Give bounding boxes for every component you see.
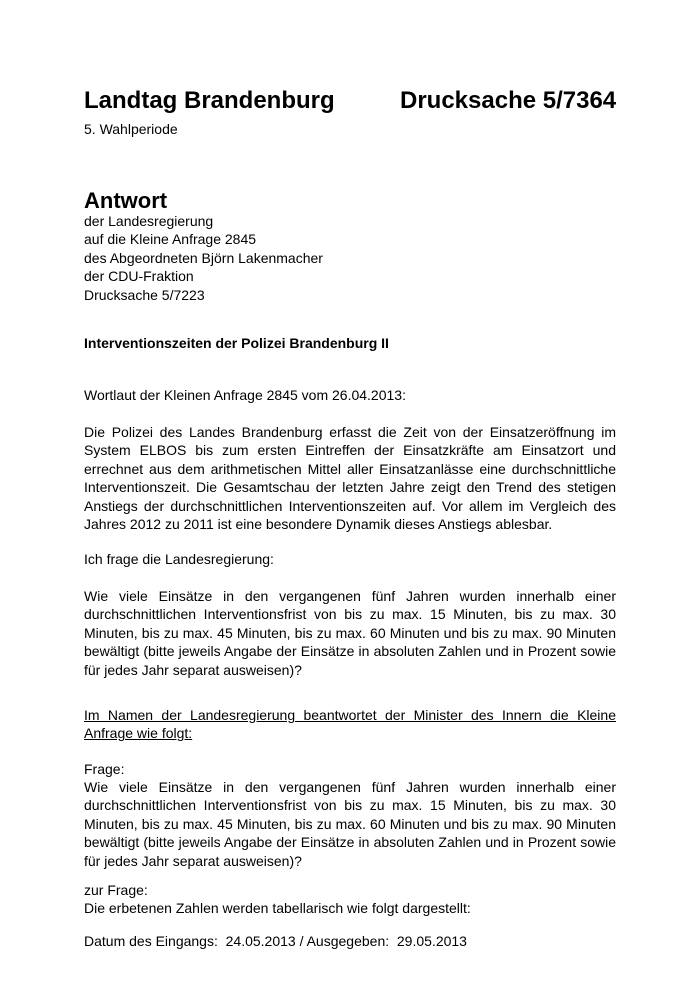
meta-line: der CDU-Fraktion: [84, 268, 194, 285]
inquiry-ask-line: Ich frage die Landesregierung:: [84, 551, 274, 567]
meta-line: Drucksache 5/7223: [84, 286, 205, 303]
reply-label: zur Frage:: [84, 882, 148, 898]
document-dates: Datum des Eingangs: 24.05.2013 / Ausgegeben: 29.05.2013: [84, 933, 467, 949]
document-title: Interventionszeiten der Polizei Brandenburg II: [84, 335, 389, 351]
answer-question: Wie viele Einsätze in den vergangenen fünf Jahren wurden innerhalb einer durchschnittlichen Interventionsfrist von bis zu max. 15 Minuten, bis zu max. 30 Minuten, bis zu max. 45 Minuten, bis zu max. 60 Minuten und bis zu max. 90 Minuten bewältigt (bitte jeweils Angabe der Einsätze in absoluten Zahlen und in Prozent sowie für jedes Jahr separat ausweisen)?: [84, 779, 616, 869]
inquiry-paragraph: Die Polizei des Landes Brandenburg erfasst die Zeit von der Einsatzeröffnung im System ELBOS bis zum ersten Eintreffen der Einsatzkräfte am Einsatzort und errechnet aus dem arithmetischen Mittel aller Einsatzanlässe eine durchschnittliche Interventionszeit. Die Gesamtschau der letzten Jahre zeigt den Trend des stetigen Anstiegs der durchschnittlichen Interventionszeiten auf. Vor allem im Vergleich des Jahres 2012 zu 2011 ist eine besondere Dynamik dieses Anstiegs ablesbar.: [84, 424, 616, 533]
meta-line: der Landesregierung: [84, 213, 214, 229]
meta-line: des Abgeordneten Björn Lakenmacher: [84, 249, 323, 266]
answer-heading: Antwort: [84, 188, 168, 213]
answer-meta: [84, 212, 624, 304]
parliament-name: Landtag Brandenburg: [84, 87, 335, 114]
reply-text: Die erbetenen Zahlen werden tabellarisch wie folgt dargestellt:: [84, 900, 471, 916]
meta-line: auf die Kleine Anfrage 2845: [84, 231, 257, 248]
legislative-period: 5. Wahlperiode: [84, 121, 178, 137]
answer-intro: Im Namen der Landesregierung beantwortet der Minister des Innern die Kleine Anfrage wie folgt:: [84, 707, 616, 742]
inquiry-question: Wie viele Einsätze in den vergangenen fünf Jahren wurden innerhalb einer durchschnittlichen Interventionsfrist von bis zu max. 15 Minuten, bis zu max. 30 Minuten, bis zu max. 45 Minuten, bis zu max. 60 Minuten und bis zu max. 90 Minuten bewältigt (bitte jeweils Angabe der Einsätze in absoluten Zahlen und in Prozent sowie für jedes Jahr separat ausweisen)?: [84, 588, 616, 678]
document-number: Drucksache 5/7364: [400, 87, 617, 114]
inquiry-wording-intro: Wortlaut der Kleinen Anfrage 2845 vom 26.04.2013:: [84, 387, 406, 403]
answer-question-label: Frage:: [84, 761, 125, 777]
